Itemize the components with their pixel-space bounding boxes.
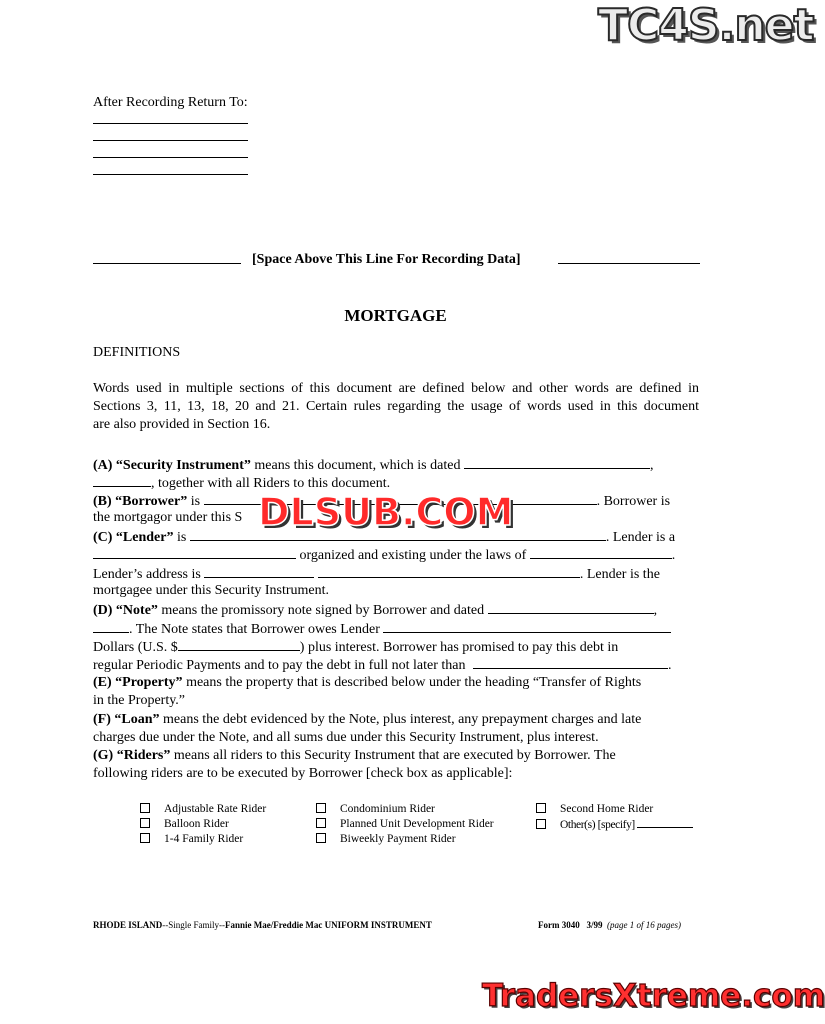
def-a-text-2: , together with all Riders to this document. — [151, 476, 391, 491]
def-d-line-3 — [93, 637, 618, 657]
def-c-lender-is-the: . Lender is the — [579, 567, 660, 582]
intro-line-1: Words used in multiple sections of this document are defined below and other words are defined in — [93, 381, 699, 396]
maturity-date-blank — [473, 655, 668, 669]
def-f-label: (F) “Loan” — [93, 712, 160, 727]
checkbox-icon[interactable] — [536, 803, 546, 813]
recording-rule-right — [558, 263, 700, 264]
def-e-line-1 — [93, 674, 641, 692]
return-to-line-4 — [93, 174, 248, 175]
checkbox-icon[interactable] — [536, 819, 546, 829]
rider-label: Other(s) [specify] — [560, 819, 635, 831]
security-instrument-date-blank-2 — [93, 473, 151, 487]
def-b-text-2: the mortgagor under this S — [93, 510, 243, 525]
lender-state-blank — [530, 545, 672, 559]
rider-other[interactable] — [536, 817, 693, 833]
def-c-line-2: organized and existing under the laws of . — [93, 545, 675, 565]
rider-biweekly[interactable] — [316, 832, 456, 847]
def-e-label: (E) “Property” — [93, 675, 183, 690]
def-d-text-3b: ) plus interest. Borrower has promised to pay this debt in — [299, 640, 619, 655]
def-a-label: (A) “Security Instrument” — [93, 458, 251, 473]
footer-date: 3/99 — [586, 920, 603, 930]
def-d-line-1: (D) “Note” means the promissory note signed by Borrower and dated , — [93, 600, 657, 620]
checkbox-icon[interactable] — [140, 803, 150, 813]
def-b-is: is — [190, 494, 201, 509]
lender-address-blank-1 — [204, 564, 314, 578]
intro-line-2: Sections 3, 11, 13, 18, 20 and 21. Certain rules regarding the usage of words used in this document — [93, 399, 699, 414]
def-b-label: (B) “Borrower” — [93, 494, 188, 509]
def-c-label: (C) “Lender” — [93, 530, 174, 545]
def-d-line-4: regular Periodic Payments and to pay the debt in full not later than . — [93, 655, 671, 675]
other-riders-blank — [637, 817, 693, 828]
lender-address-blank-2 — [318, 564, 580, 578]
def-e-text-2: in the Property.” — [93, 693, 186, 708]
footer-instrument: Fannie Mae/Freddie Mac UNIFORM INSTRUMENT — [225, 920, 432, 930]
rider-balloon[interactable] — [140, 817, 229, 832]
rider-pud[interactable] — [316, 817, 494, 832]
rider-label: Balloon Rider — [164, 818, 229, 830]
recording-rule-left — [93, 263, 241, 264]
footer-family: --Single Family-- — [162, 920, 226, 930]
return-to-line-3 — [93, 157, 248, 158]
document-title: MORTGAGE — [344, 306, 447, 325]
def-c-text-3: mortgagee under this Security Instrument. — [93, 583, 329, 598]
dlsub-watermark: DLSUB.COM — [258, 490, 514, 534]
def-d-text-2: . The Note states that Borrower owes Lender — [129, 622, 380, 637]
note-date-blank — [488, 600, 654, 614]
def-d-text-3a: Dollars (U.S. $ — [93, 640, 178, 655]
note-amount-dollars-blank — [178, 637, 300, 651]
rider-second-home[interactable] — [536, 802, 653, 817]
def-b-text-1: . Borrower is — [596, 494, 671, 509]
def-f-line-1 — [93, 711, 641, 729]
checkbox-icon[interactable] — [316, 803, 326, 813]
note-amount-words-blank — [383, 619, 671, 633]
note-date-blank-2 — [93, 619, 129, 633]
footer-left — [93, 920, 432, 931]
footer-right — [538, 920, 681, 931]
return-to-label: After Recording Return To: — [93, 95, 248, 110]
intro-line-3: are also provided in Section 16. — [93, 417, 271, 432]
rider-label: Planned Unit Development Rider — [340, 818, 494, 830]
tradersxtreme-watermark: TradersXtreme.com — [482, 978, 825, 1014]
def-c-addr-label: Lender’s address is — [93, 567, 201, 582]
rider-label: Second Home Rider — [560, 803, 654, 815]
def-g-line-1 — [93, 747, 616, 765]
tc4s-watermark: TC4S.net — [598, 0, 814, 51]
def-c-text-1: . Lender is a — [605, 530, 676, 545]
return-to-line-1 — [93, 123, 248, 124]
def-c-line-3 — [93, 564, 660, 584]
def-g-label: (G) “Riders” — [93, 748, 171, 763]
recording-data-label: [Space Above This Line For Recording Data] — [252, 252, 521, 267]
footer-form: Form 3040 — [538, 920, 580, 930]
return-to-line-2 — [93, 140, 248, 141]
def-g-text-1: means all riders to this Security Instrument that are executed by Borrower. The — [173, 748, 616, 763]
rider-condominium[interactable] — [316, 802, 435, 817]
rider-1-4-family[interactable] — [140, 832, 243, 847]
footer-state: RHODE ISLAND — [93, 920, 163, 930]
def-a-line-1: (A) “Security Instrument” means this document, which is dated , — [93, 455, 653, 475]
checkbox-icon[interactable] — [316, 818, 326, 828]
def-d-label: (D) “Note” — [93, 603, 158, 618]
rider-label: Condominium Rider — [340, 803, 435, 815]
checkbox-icon[interactable] — [140, 833, 150, 843]
lender-type-blank — [93, 545, 296, 559]
checkbox-icon[interactable] — [140, 818, 150, 828]
rider-adjustable-rate[interactable] — [140, 802, 266, 817]
def-a-text-1: means this document, which is dated — [254, 458, 461, 473]
def-d-text-1: means the promissory note signed by Borrower and dated — [161, 603, 485, 618]
def-d-line-2 — [93, 619, 671, 639]
rider-label: Adjustable Rate Rider — [164, 803, 267, 815]
def-e-text-1: means the property that is described below under the heading “Transfer of Rights — [186, 675, 642, 690]
def-c-is: is — [177, 530, 187, 545]
footer-page: (page 1 of 16 pages) — [607, 920, 682, 930]
def-c-text-2: organized and existing under the laws of — [299, 548, 527, 563]
def-g-text-2: following riders are to be executed by Borrower [check box as applicable]: — [93, 766, 513, 781]
def-f-text-1: means the debt evidenced by the Note, plus interest, any prepayment charges and late — [163, 712, 642, 727]
def-f-text-2: charges due under the Note, and all sums due under this Security Instrument, plus interest. — [93, 730, 599, 745]
rider-label: Biweekly Payment Rider — [340, 833, 456, 845]
rider-label: 1-4 Family Rider — [164, 833, 244, 845]
security-instrument-date-blank — [464, 455, 650, 469]
definitions-heading: DEFINITIONS — [93, 345, 181, 360]
def-d-text-4: regular Periodic Payments and to pay the debt in full not later than — [93, 658, 466, 673]
checkbox-icon[interactable] — [316, 833, 326, 843]
